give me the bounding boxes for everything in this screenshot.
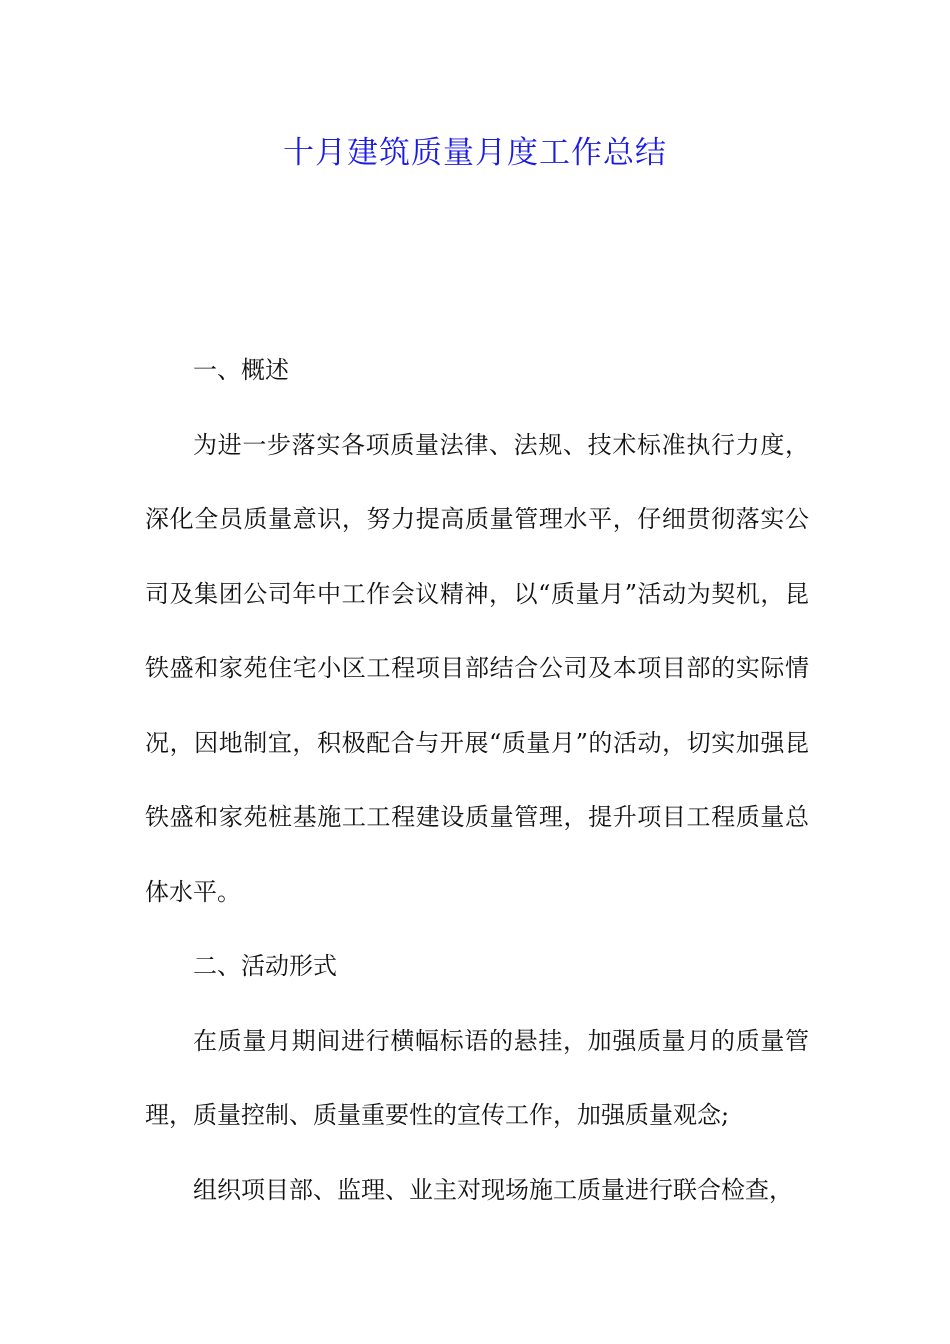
section-heading-activity-forms: 二、活动形式 (193, 952, 337, 980)
paragraph-joint-inspection: 组织项目部、监理、业主对现场施工质量进行联合检查， (193, 1175, 793, 1204)
document-title: 十月建筑质量月度工作总结 (283, 135, 667, 171)
paragraph-banners: 在质量月期间进行横幅标语的悬挂，加强质量月的质量管理，质量控制、质量重要性的宣传工作，加强质量观念; (145, 1026, 809, 1129)
paragraph-overview: 为进一步落实各项质量法律、法规、技术标准执行力度，深化全员质量意识，努力提高质量管理水平，仔细贯彻落实公司及集团公司年中工作会议精神，以“质量月”活动为契机，昆铁盛和家苑住宅小区工程项目部结合公司及本项目部的实际情况，因地制宜，积极配合与开展“质量月”的活动，切实加强昆铁盛和家苑桩基施工工程建设质量管理，提升项目工程质量总体水平。 (145, 430, 809, 906)
section-heading-overview: 一、概述 (193, 356, 289, 384)
document-body (145, 333, 809, 1227)
